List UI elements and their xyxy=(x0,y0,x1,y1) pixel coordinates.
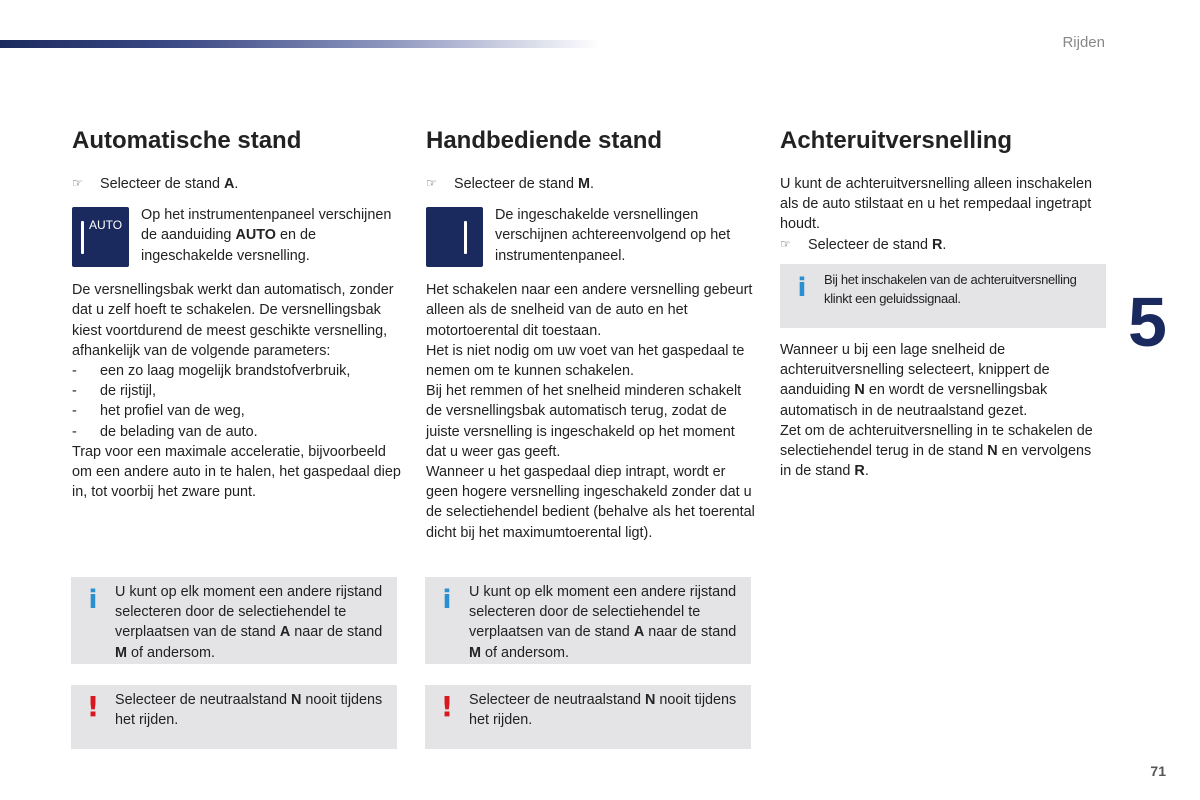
column-manual xyxy=(426,126,756,543)
paragraph: Bij het remmen of het snelheid minderen schakelt de versnellingsbak automatisch terug, zodat de juiste versnelling is ingeschakeld op het moment dat u weer gas geeft. xyxy=(426,383,742,460)
bullet-text: Selecteer de stand xyxy=(100,176,224,192)
paragraph: De versnellingsbak werkt dan automatisch, zonder dat u zelf hoeft te schakelen. De versnellingsbak kiest voortdurend de meest geschikte versnelling, afhankelijk van de volgende parameters: xyxy=(72,282,394,359)
info-icon: i xyxy=(442,585,452,615)
bullet-text: Selecteer de stand xyxy=(808,236,932,253)
auto-gear-display-icon xyxy=(72,207,129,267)
list-item: - het profiel van de weg, xyxy=(72,403,245,420)
bullet-end: . xyxy=(942,236,947,253)
paragraph: Het schakelen naar een andere versnelling gebeurt alleen als de snelheid van de auto en het motortoerental dit toestaan. xyxy=(426,282,753,339)
warning-note xyxy=(71,685,397,749)
manual-gear-display-icon xyxy=(426,207,483,267)
auto-label: AUTO xyxy=(89,218,123,233)
info-icon: i xyxy=(88,585,98,615)
list-item: - de rijstijl, xyxy=(72,383,156,400)
paragraph: Wanneer u het gaspedaal diep intrapt, wordt er geen hogere versnelling ingeschakeld zonder dat u de selectiehendel bedient (behalve als het toerental dicht bij het maximumtoerental ligt). xyxy=(426,464,755,541)
paragraph: Het is niet nodig om uw voet van het gaspedaal te nemen om te kunnen schakelen. xyxy=(426,342,745,380)
heading-automatic: Automatische stand xyxy=(72,127,302,154)
warning-note xyxy=(425,685,751,749)
bullet-bold: M xyxy=(578,176,590,192)
chapter-number: 5 xyxy=(1128,283,1167,361)
paragraph: Zet om de achteruitversnelling in te schakelen de selectiehendel terug in de stand N en vervolgens in de stand R. xyxy=(780,422,1093,480)
reverse-details xyxy=(780,340,1105,481)
warning-note-text: Selecteer de neutraalstand N nooit tijdens het rijden. xyxy=(115,692,383,729)
pointing-hand-icon: ☞ xyxy=(72,176,83,190)
info-note-text: Bij het inschakelen van de achteruitversnelling klinkt een geluidssignaal. xyxy=(824,272,1077,306)
header-gradient-bar xyxy=(0,40,600,48)
warning-note-text: Selecteer de neutraalstand N nooit tijdens het rijden. xyxy=(469,692,737,729)
icon-text: De ingeschakelde versnellingen verschijnen achtereenvolgend op het instrumentenpaneel. xyxy=(495,207,731,264)
icon-text: Op het instrumentenpaneel verschijnen de aanduiding xyxy=(141,207,392,244)
parameter-list xyxy=(72,361,402,442)
paragraph: U kunt de achteruitversnelling alleen inschakelen als de auto stilstaat en u het rempedaal ingetrapt houdt. xyxy=(780,176,1092,233)
bullet-select-r xyxy=(780,235,1105,255)
warning-icon: ! xyxy=(440,690,454,723)
bullet-bold: A xyxy=(224,176,235,192)
bullet-end: . xyxy=(234,176,239,192)
bullet-end: . xyxy=(590,176,594,192)
bullet-text: Selecteer de stand xyxy=(454,176,578,192)
icon-text-end: en de ingeschakelde versnelling. xyxy=(141,227,316,264)
info-note-text: U kunt op elk moment een andere rijstand selecteren door de selectiehendel te verplaatsen van de stand A naar de stand M of andersom. xyxy=(115,584,383,661)
section-title: Rijden xyxy=(1062,34,1105,51)
info-note-text: U kunt op elk moment een andere rijstand selecteren door de selectiehendel te verplaatsen van de stand A naar de stand M of andersom. xyxy=(469,584,737,661)
bullet-select-m xyxy=(426,174,756,194)
list-item: - de belading van de auto. xyxy=(72,423,258,440)
info-note xyxy=(71,577,397,664)
icon-text-bold: AUTO xyxy=(235,227,276,244)
page-number: 71 xyxy=(1150,763,1166,779)
bullet-select-a xyxy=(72,174,402,194)
heading-reverse: Achteruitversnelling xyxy=(780,127,1013,154)
auto-indicator-row xyxy=(72,205,402,267)
manual-indicator-row xyxy=(426,205,756,267)
pointing-hand-icon: ☞ xyxy=(780,236,791,251)
column-automatic xyxy=(72,126,402,502)
info-note xyxy=(425,577,751,664)
paragraph: Trap voor een maximale acceleratie, bijvoorbeeld om een andere auto in te halen, het gaspedaal diep in, tot voorbij het zware punt. xyxy=(72,443,401,501)
bullet-bold: R xyxy=(932,236,943,253)
info-icon: i xyxy=(797,273,807,303)
paragraph: Wanneer u bij een lage snelheid de achteruitversnelling selecteert, knippert de aanduiding N en wordt de versnellingsbak automatisch in de neutraalstand gezet. xyxy=(780,342,1050,419)
list-item: - een zo laag mogelijk brandstofverbruik, xyxy=(72,363,351,380)
heading-manual: Handbediende stand xyxy=(426,127,663,154)
pointing-hand-icon: ☞ xyxy=(426,176,437,190)
warning-icon: ! xyxy=(86,690,100,723)
info-note-reverse xyxy=(780,264,1106,328)
